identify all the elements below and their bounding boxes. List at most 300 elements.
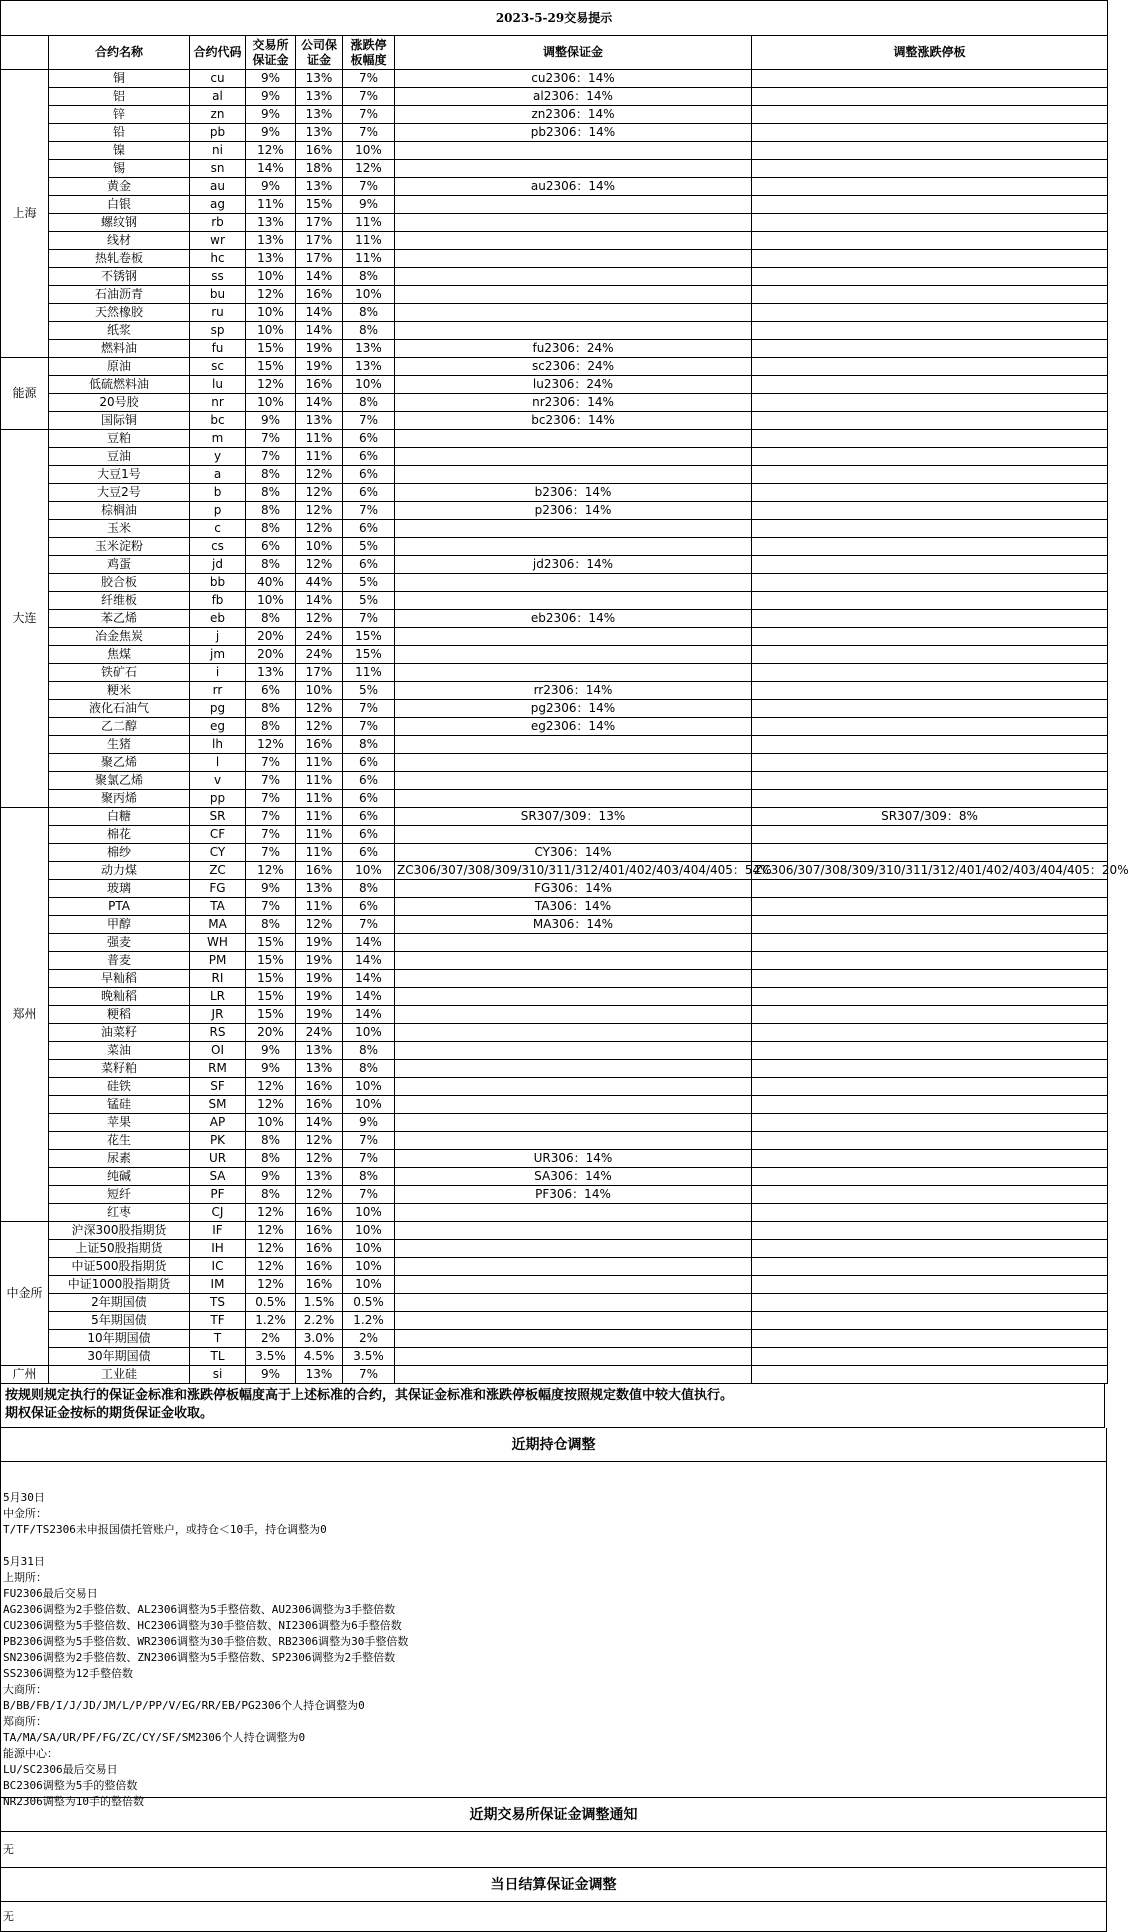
adjusted-limit <box>752 682 1108 700</box>
contract-code: FG <box>190 880 246 898</box>
adjusted-margin: CY306：14% <box>395 844 752 862</box>
price-limit: 7% <box>343 1150 395 1168</box>
exchange-name: 广州 <box>1 1366 49 1384</box>
adjusted-margin: ZC306/307/308/309/310/311/312/401/402/403/404/405：54% <box>395 862 752 880</box>
contract-name: 铅 <box>49 124 190 142</box>
price-limit: 8% <box>343 1060 395 1078</box>
contract-name: 中证1000股指期货 <box>49 1276 190 1294</box>
adjusted-limit <box>752 772 1108 790</box>
company-margin: 16% <box>296 736 343 754</box>
exchange-margin: 15% <box>246 952 296 970</box>
contract-name: 中证500股指期货 <box>49 1258 190 1276</box>
company-margin: 17% <box>296 214 343 232</box>
adjusted-limit <box>752 502 1108 520</box>
contract-code: c <box>190 520 246 538</box>
price-limit: 11% <box>343 232 395 250</box>
price-limit: 9% <box>343 1114 395 1132</box>
contract-code: OI <box>190 1042 246 1060</box>
adjusted-margin <box>395 664 752 682</box>
exchange-margin: 2% <box>246 1330 296 1348</box>
contract-code: fb <box>190 592 246 610</box>
company-margin: 19% <box>296 934 343 952</box>
table-row <box>1 898 1108 916</box>
contract-name: 液化石油气 <box>49 700 190 718</box>
exchange-margin: 7% <box>246 898 296 916</box>
company-margin: 17% <box>296 232 343 250</box>
table-row <box>1 1204 1108 1222</box>
exchange-margin: 7% <box>246 808 296 826</box>
contract-name: 20号胶 <box>49 394 190 412</box>
exchange-name: 郑州 <box>1 808 49 1222</box>
contract-code: rb <box>190 214 246 232</box>
adjusted-margin: PF306：14% <box>395 1186 752 1204</box>
adjusted-margin <box>395 538 752 556</box>
price-limit: 10% <box>343 1222 395 1240</box>
company-margin: 12% <box>296 556 343 574</box>
rule-note: 按规则规定执行的保证金标准和涨跌停板幅度高于上述标准的合约，其保证金标准和涨跌停板幅度按照规定数值中较大值执行。 期权保证金按标的期货保证金收取。 <box>0 1384 1105 1428</box>
exchange-margin: 7% <box>246 790 296 808</box>
adjusted-limit <box>752 178 1108 196</box>
exchange-margin: 12% <box>246 1204 296 1222</box>
contract-name: 红枣 <box>49 1204 190 1222</box>
contract-name: 聚乙烯 <box>49 754 190 772</box>
price-limit: 8% <box>343 268 395 286</box>
adjusted-margin <box>395 1114 752 1132</box>
exchange-margin: 15% <box>246 970 296 988</box>
exchange-margin: 12% <box>246 1078 296 1096</box>
adjusted-margin <box>395 1312 752 1330</box>
contract-code: TS <box>190 1294 246 1312</box>
header-company-margin: 公司保证金 <box>296 36 343 70</box>
table-row <box>1 664 1108 682</box>
table-row <box>1 88 1108 106</box>
price-limit: 7% <box>343 1186 395 1204</box>
company-margin: 11% <box>296 844 343 862</box>
header-adjusted-limit: 调整涨跌停板 <box>752 36 1108 70</box>
contract-code: bc <box>190 412 246 430</box>
header-price-limit: 涨跌停板幅度 <box>343 36 395 70</box>
table-row <box>1 610 1108 628</box>
adjusted-limit <box>752 196 1108 214</box>
company-margin: 44% <box>296 574 343 592</box>
exchange-margin: 8% <box>246 718 296 736</box>
adjusted-margin: al2306：14% <box>395 88 752 106</box>
table-row <box>1 1366 1108 1384</box>
table-row <box>1 1312 1108 1330</box>
contract-name: 短纤 <box>49 1186 190 1204</box>
table-row <box>1 412 1108 430</box>
price-limit: 6% <box>343 808 395 826</box>
table-row <box>1 1222 1108 1240</box>
adjusted-limit <box>752 466 1108 484</box>
table-body <box>1 70 1129 1384</box>
contract-code: eg <box>190 718 246 736</box>
adjusted-limit <box>752 844 1108 862</box>
contract-code: cu <box>190 70 246 88</box>
adjusted-limit <box>752 142 1108 160</box>
table-row <box>1 574 1108 592</box>
adjusted-margin <box>395 1348 752 1366</box>
table-row <box>1 1150 1108 1168</box>
company-margin: 13% <box>296 178 343 196</box>
adjusted-limit <box>752 1096 1108 1114</box>
table-row <box>1 556 1108 574</box>
adjusted-margin <box>395 1330 752 1348</box>
exchange-margin: 8% <box>246 502 296 520</box>
header-adjusted-margin: 调整保证金 <box>395 36 752 70</box>
exchange-margin: 12% <box>246 1222 296 1240</box>
contract-code: RI <box>190 970 246 988</box>
price-limit: 11% <box>343 250 395 268</box>
adjusted-limit <box>752 898 1108 916</box>
company-margin: 13% <box>296 1168 343 1186</box>
adjusted-limit <box>752 826 1108 844</box>
adjusted-margin <box>395 1258 752 1276</box>
price-limit: 10% <box>343 1276 395 1294</box>
exchange-margin: 7% <box>246 844 296 862</box>
table-row <box>1 178 1108 196</box>
company-margin: 12% <box>296 502 343 520</box>
price-limit: 9% <box>343 196 395 214</box>
adjusted-margin: TA306：14% <box>395 898 752 916</box>
contract-code: sc <box>190 358 246 376</box>
contract-name: 生猪 <box>49 736 190 754</box>
adjusted-margin: pb2306：14% <box>395 124 752 142</box>
company-margin: 13% <box>296 1042 343 1060</box>
contract-name: 硅铁 <box>49 1078 190 1096</box>
price-limit: 6% <box>343 772 395 790</box>
adjusted-limit <box>752 718 1108 736</box>
adjusted-limit <box>752 484 1108 502</box>
adjusted-margin <box>395 466 752 484</box>
price-limit: 15% <box>343 628 395 646</box>
position-adjust-body: 5月30日 中金所： T/TF/TS2306未申报国债托管账户，或持仓＜10手，持仓调整为0 5月31日 上期所： FU2306最后交易日 AG2306调整为2手整倍数、AL2306调整为5手整倍数、AU2306调整为3手整倍数 CU2306调整为5手整倍数、HC2306调整为30手整倍数、NI2306调整为6手整倍数 PB2306调整为5手整倍数、WR2306调整为30手整倍数、RB2306调整为30手整倍数 SN2306调整为2手整倍数、ZN2306调整为5手整倍数、SP2306调整为2手整倍数 SS2306调整为12手整倍数 大商所： B/BB/FB/I/J/JD/JM/L/P/PP/V/EG/RR/EB/PG2306个人持仓调整为0 郑商所： TA/MA/SA/UR/PF/FG/ZC/CY/SF/SM2306个人持仓调整为0 能源中心： LU/SC2306最后交易日 BC2306调整为5手的整倍数 NR2306调整为10手的整倍数 <box>0 1462 1107 1798</box>
contract-code: SR <box>190 808 246 826</box>
exchange-margin: 20% <box>246 646 296 664</box>
exchange-margin: 7% <box>246 772 296 790</box>
contract-name: 花生 <box>49 1132 190 1150</box>
price-limit: 10% <box>343 1240 395 1258</box>
table-row <box>1 1096 1108 1114</box>
company-margin: 14% <box>296 394 343 412</box>
company-margin: 12% <box>296 520 343 538</box>
adjusted-limit <box>752 1150 1108 1168</box>
price-limit: 7% <box>343 88 395 106</box>
company-margin: 12% <box>296 610 343 628</box>
table-row <box>1 250 1108 268</box>
table-row <box>1 106 1108 124</box>
adjusted-margin: UR306：14% <box>395 1150 752 1168</box>
company-margin: 11% <box>296 430 343 448</box>
contract-code: PK <box>190 1132 246 1150</box>
exchange-margin: 12% <box>246 862 296 880</box>
contract-name: 不锈钢 <box>49 268 190 286</box>
adjusted-margin <box>395 1078 752 1096</box>
adjusted-limit <box>752 790 1108 808</box>
page-title: 2023-5-29交易提示 <box>1 1 1108 36</box>
exchange-margin: 8% <box>246 1186 296 1204</box>
adjusted-margin <box>395 1042 752 1060</box>
adjusted-limit <box>752 1114 1108 1132</box>
table-row <box>1 268 1108 286</box>
adjusted-margin <box>395 736 752 754</box>
company-margin: 16% <box>296 1240 343 1258</box>
contract-name: 苹果 <box>49 1114 190 1132</box>
company-margin: 24% <box>296 646 343 664</box>
contract-code: JR <box>190 1006 246 1024</box>
exchange-margin: 12% <box>246 376 296 394</box>
company-margin: 16% <box>296 1276 343 1294</box>
table-row <box>1 484 1108 502</box>
contract-code: l <box>190 754 246 772</box>
adjusted-limit <box>752 520 1108 538</box>
adjusted-margin <box>395 142 752 160</box>
price-limit: 8% <box>343 880 395 898</box>
price-limit: 7% <box>343 412 395 430</box>
company-margin: 11% <box>296 448 343 466</box>
table-row <box>1 970 1108 988</box>
company-margin: 11% <box>296 898 343 916</box>
adjusted-limit <box>752 88 1108 106</box>
contract-code: m <box>190 430 246 448</box>
adjusted-margin <box>395 1096 752 1114</box>
exchange-margin: 20% <box>246 1024 296 1042</box>
table-row <box>1 592 1108 610</box>
table-row <box>1 304 1108 322</box>
company-margin: 12% <box>296 718 343 736</box>
price-limit: 6% <box>343 754 395 772</box>
company-margin: 13% <box>296 1366 343 1384</box>
table-row <box>1 394 1108 412</box>
adjusted-limit <box>752 412 1108 430</box>
contract-name: 白银 <box>49 196 190 214</box>
contract-name: 30年期国债 <box>49 1348 190 1366</box>
adjusted-margin <box>395 934 752 952</box>
contract-name: 大豆1号 <box>49 466 190 484</box>
adjusted-limit <box>752 1294 1108 1312</box>
contract-code: si <box>190 1366 246 1384</box>
contract-code: IC <box>190 1258 246 1276</box>
price-limit: 10% <box>343 376 395 394</box>
adjusted-limit <box>752 1258 1108 1276</box>
company-margin: 12% <box>296 484 343 502</box>
contract-name: 工业硅 <box>49 1366 190 1384</box>
adjusted-limit <box>752 232 1108 250</box>
adjusted-limit <box>752 700 1108 718</box>
exchange-margin: 7% <box>246 826 296 844</box>
company-margin: 11% <box>296 754 343 772</box>
contract-name: 玉米 <box>49 520 190 538</box>
adjusted-margin: MA306：14% <box>395 916 752 934</box>
exchange-margin: 10% <box>246 1114 296 1132</box>
contract-name: 大豆2号 <box>49 484 190 502</box>
table-row <box>1 1114 1108 1132</box>
contract-code: b <box>190 484 246 502</box>
company-margin: 14% <box>296 322 343 340</box>
adjusted-limit <box>752 736 1108 754</box>
contract-code: bb <box>190 574 246 592</box>
adjusted-limit <box>752 1348 1108 1366</box>
contract-name: 纤维板 <box>49 592 190 610</box>
contract-code: wr <box>190 232 246 250</box>
company-margin: 16% <box>296 1204 343 1222</box>
company-margin: 13% <box>296 70 343 88</box>
adjusted-limit <box>752 646 1108 664</box>
contract-name: 聚氯乙烯 <box>49 772 190 790</box>
table-row <box>1 628 1108 646</box>
exchange-margin: 8% <box>246 916 296 934</box>
contract-name: 2年期国债 <box>49 1294 190 1312</box>
adjusted-margin <box>395 1006 752 1024</box>
contract-name: 燃料油 <box>49 340 190 358</box>
table-row <box>1 214 1108 232</box>
price-limit: 7% <box>343 124 395 142</box>
exchange-margin: 12% <box>246 142 296 160</box>
price-limit: 0.5% <box>343 1294 395 1312</box>
contract-name: 乙二醇 <box>49 718 190 736</box>
contract-name: PTA <box>49 898 190 916</box>
exchange-margin: 15% <box>246 934 296 952</box>
adjusted-margin <box>395 232 752 250</box>
contract-code: TF <box>190 1312 246 1330</box>
adjusted-limit <box>752 1006 1108 1024</box>
contract-name: 聚丙烯 <box>49 790 190 808</box>
contract-name: 豆粕 <box>49 430 190 448</box>
header-exchange-margin: 交易所保证金 <box>246 36 296 70</box>
table-row <box>1 934 1108 952</box>
adjusted-limit <box>752 340 1108 358</box>
price-limit: 10% <box>343 286 395 304</box>
adjusted-limit <box>752 160 1108 178</box>
table-row <box>1 916 1108 934</box>
table-row <box>1 1240 1108 1258</box>
company-margin: 16% <box>296 1078 343 1096</box>
company-margin: 18% <box>296 160 343 178</box>
adjusted-margin <box>395 196 752 214</box>
adjusted-margin: sc2306：24% <box>395 358 752 376</box>
company-margin: 16% <box>296 286 343 304</box>
adjusted-margin: fu2306：24% <box>395 340 752 358</box>
adjusted-limit <box>752 430 1108 448</box>
adjusted-limit <box>752 70 1108 88</box>
table-row <box>1 646 1108 664</box>
adjusted-limit: SR307/309：8% <box>752 808 1108 826</box>
price-limit: 2% <box>343 1330 395 1348</box>
adjusted-margin <box>395 970 752 988</box>
exchange-margin: 12% <box>246 1240 296 1258</box>
table-row <box>1 520 1108 538</box>
adjusted-limit <box>752 1186 1108 1204</box>
exchange-margin: 14% <box>246 160 296 178</box>
company-margin: 12% <box>296 700 343 718</box>
contract-name: 棉纱 <box>49 844 190 862</box>
settlement-adjust-title: 当日结算保证金调整 <box>0 1868 1107 1902</box>
price-limit: 8% <box>343 1168 395 1186</box>
contract-code: LR <box>190 988 246 1006</box>
table-row <box>1 1348 1108 1366</box>
company-margin: 12% <box>296 466 343 484</box>
contract-code: CF <box>190 826 246 844</box>
contract-name: 纸浆 <box>49 322 190 340</box>
contract-code: IF <box>190 1222 246 1240</box>
header-contract-code: 合约代码 <box>190 36 246 70</box>
price-limit: 5% <box>343 574 395 592</box>
adjusted-margin <box>395 214 752 232</box>
adjusted-margin <box>395 520 752 538</box>
price-limit: 1.2% <box>343 1312 395 1330</box>
contract-code: cs <box>190 538 246 556</box>
exchange-name: 能源 <box>1 358 49 430</box>
adjusted-margin: nr2306：14% <box>395 394 752 412</box>
contract-name: 豆油 <box>49 448 190 466</box>
exchange-margin: 8% <box>246 700 296 718</box>
exchange-margin: 15% <box>246 358 296 376</box>
adjusted-margin <box>395 1204 752 1222</box>
price-limit: 8% <box>343 736 395 754</box>
adjusted-margin <box>395 250 752 268</box>
price-limit: 10% <box>343 1258 395 1276</box>
exchange-margin: 12% <box>246 1258 296 1276</box>
price-limit: 10% <box>343 1024 395 1042</box>
contract-name: 白糖 <box>49 808 190 826</box>
contract-code: ag <box>190 196 246 214</box>
table-row <box>1 1078 1108 1096</box>
contract-name: 玉米淀粉 <box>49 538 190 556</box>
exchange-margin: 10% <box>246 394 296 412</box>
adjusted-margin: cu2306：14% <box>395 70 752 88</box>
price-limit: 14% <box>343 970 395 988</box>
company-margin: 12% <box>296 1132 343 1150</box>
header-contract-name: 合约名称 <box>49 36 190 70</box>
price-limit: 11% <box>343 214 395 232</box>
exchange-margin: 6% <box>246 538 296 556</box>
table-row <box>1 844 1108 862</box>
contract-code: lh <box>190 736 246 754</box>
adjusted-limit <box>752 880 1108 898</box>
company-margin: 13% <box>296 88 343 106</box>
adjusted-limit <box>752 1366 1108 1384</box>
company-margin: 24% <box>296 1024 343 1042</box>
contract-code: CJ <box>190 1204 246 1222</box>
margin-notice-body: 无 <box>0 1832 1107 1868</box>
exchange-name: 上海 <box>1 70 49 358</box>
exchange-margin: 8% <box>246 520 296 538</box>
contract-name: 10年期国债 <box>49 1330 190 1348</box>
price-limit: 14% <box>343 934 395 952</box>
company-margin: 13% <box>296 1060 343 1078</box>
company-margin: 2.2% <box>296 1312 343 1330</box>
adjusted-margin <box>395 574 752 592</box>
exchange-margin: 8% <box>246 466 296 484</box>
company-margin: 11% <box>296 826 343 844</box>
contract-code: T <box>190 1330 246 1348</box>
contract-code: IM <box>190 1276 246 1294</box>
price-limit: 8% <box>343 322 395 340</box>
price-limit: 10% <box>343 1078 395 1096</box>
exchange-margin: 1.2% <box>246 1312 296 1330</box>
company-margin: 24% <box>296 628 343 646</box>
contract-code: al <box>190 88 246 106</box>
price-limit: 7% <box>343 700 395 718</box>
company-margin: 14% <box>296 304 343 322</box>
contract-name: 沪深300股指期货 <box>49 1222 190 1240</box>
adjusted-margin <box>395 286 752 304</box>
contract-name: 玻璃 <box>49 880 190 898</box>
price-limit: 7% <box>343 1366 395 1384</box>
adjusted-limit <box>752 1168 1108 1186</box>
adjusted-limit <box>752 1024 1108 1042</box>
adjusted-limit <box>752 214 1108 232</box>
